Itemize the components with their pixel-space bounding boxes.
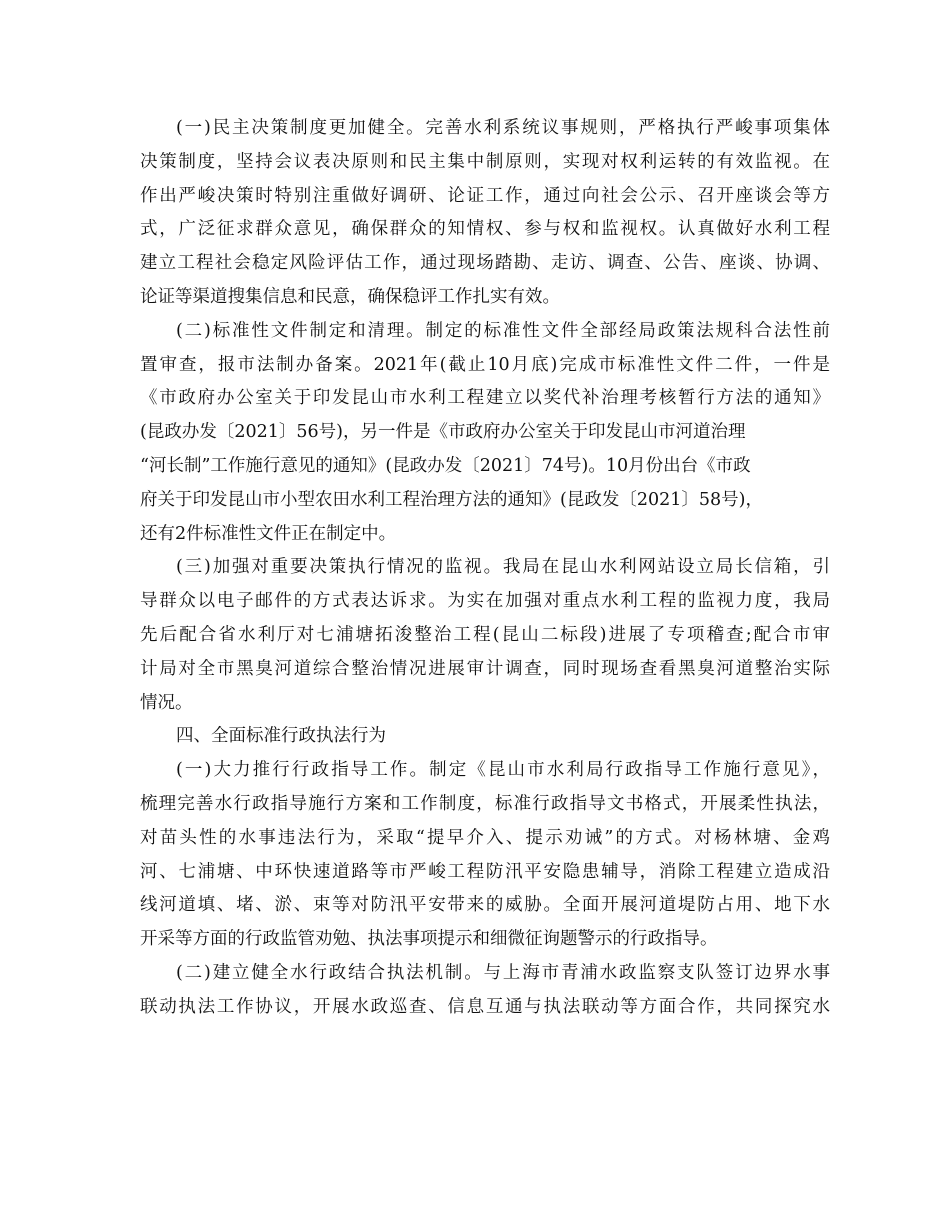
paragraph-line: 《市政府办公室关于印发昆山市水利工程建立以奖代补治理考核暂行方法的通知》 [140,388,830,409]
paragraph-line: 先后配合省水利厅对七浦塘拓浚整治工程(昆山二标段)进展了专项稽查;配合市审 [140,624,830,645]
paragraph-line: 作出严峻决策时特别注重做好调研、论证工作，通过向社会公示、召开座谈会等方 [140,185,830,206]
paragraph-line: (二)建立健全水行政结合执法机制。与上海市青浦水政监察支队签订边界水事 [176,962,830,983]
paragraph-line: 式，广泛征求群众意见，确保群众的知情权、参与权和监视权。认真做好水利工程 [140,219,830,240]
paragraph-line: 河、七浦塘、中环快速道路等市严峻工程防汛平安隐患辅导，消除工程建立造成沿 [140,861,830,882]
paragraph-line: (昆政办发〔2021〕56号)，另一件是《市政府办公室关于印发昆山市河道治理 [140,422,746,443]
paragraph-line: (二)标准性文件制定和清理。制定的标准性文件全部经局政策法规科合法性前 [176,320,830,341]
paragraph-line: (一)民主决策制度更加健全。完善水利系统议事规则，严格执行严峻事项集体 [176,118,830,138]
document-body [140,112,830,1025]
paragraph-line: 论证等渠道搜集信息和民意，确保稳评工作扎实有效。 [140,286,560,307]
paragraph-joint-enforcement [140,957,830,1025]
paragraph-line: 情况。 [140,692,193,713]
paragraph-line: 建立工程社会稳定风险评估工作，通过现场踏勘、走访、调查、公告、座谈、协调、 [140,253,830,274]
paragraph-line: 开采等方面的行政监管劝勉、执法事项提示和细微征询题警示的行政指导。 [140,929,718,950]
paragraph-line: (三)加强对重要决策执行情况的监视。我局在昆山水利网站设立局长信箱，引 [176,557,830,578]
paragraph-line: 置审查，报市法制办备案。2021年(截止10月底)完成市标准性文件二件，一件是 [140,354,830,375]
paragraph-line: “河长制”工作施行意见的通知》(昆政办发〔2021〕74号)。10月份出台《市政 [140,455,751,476]
paragraph-administrative-guidance [140,754,830,957]
paragraph-line: 府关于印发昆山市小型农田水利工程治理方法的通知》(昆政发〔2021〕58号)， [140,489,763,510]
paragraph-line: 联动执法工作协议，开展水政巡查、信息互通与执法联动等方面合作，共同探究水 [140,996,830,1017]
paragraph-line: 还有2件标准性文件正在制定中。 [140,523,397,544]
paragraph-line: 计局对全市黑臭河道综合整治情况进展审计调查，同时现场查看黑臭河道整治实际 [140,658,830,679]
paragraph-normative-documents [140,315,830,552]
paragraph-line: 导群众以电子邮件的方式表达诉求。为实在加强对重点水利工程的监视力度，我局 [140,591,830,612]
section-heading-four [140,720,830,754]
section-heading: 四、全面标准行政执法行为 [176,726,386,747]
paragraph-line: 梳理完善水行政指导施行方案和工作制度，标准行政指导文书格式，开展柔性执法， [140,793,830,814]
paragraph-line: (一)大力推行行政指导工作。制定《昆山市水利局行政指导工作施行意见》， [176,760,830,781]
paragraph-line: 对苗头性的水事违法行为，采取“提早介入、提示劝诫”的方式。对杨林塘、金鸡 [140,827,830,848]
paragraph-decision-supervision [140,551,830,720]
paragraph-line: 线河道填、堵、淤、束等对防汛平安带来的威胁。全面开展河道堤防占用、地下水 [140,895,830,916]
paragraph-democratic-decision [140,112,830,315]
paragraph-line: 决策制度，坚持会议表决原则和民主集中制原则，实现对权利运转的有效监视。在 [140,151,830,172]
